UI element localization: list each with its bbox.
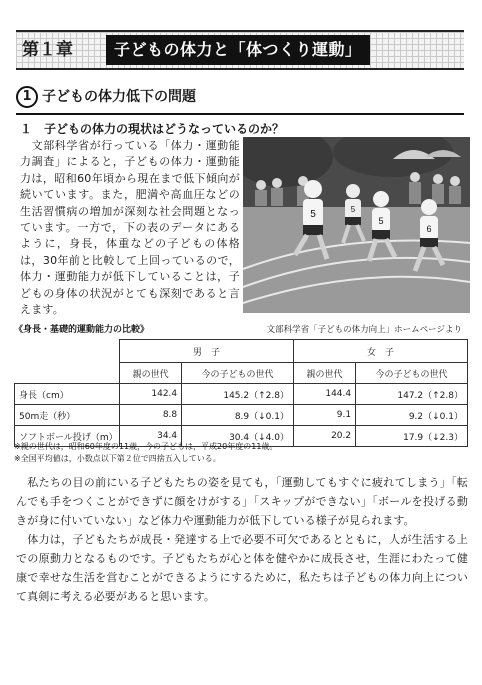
table-cell: 34.4 <box>120 426 182 447</box>
runner-bib-2: 5 <box>378 216 384 226</box>
header-girls-current: 今の子どもの世代 <box>356 363 468 384</box>
runner-bib-1: 5 <box>310 209 316 220</box>
table-cell: 30.4（↓4.0） <box>182 426 294 447</box>
chapter-title: 子どもの体力と「体つくり運動」 <box>106 35 370 65</box>
chapter-header <box>16 30 464 70</box>
table-cell: 20.2 <box>293 426 355 447</box>
section-number-badge: 1 <box>16 86 38 108</box>
table-cell: 142.4 <box>120 384 182 405</box>
table-corner <box>15 340 120 384</box>
header-girls: 女 子 <box>293 340 467 363</box>
table-caption: 《身長・基礎的運動能力の比較》 <box>14 325 150 335</box>
table-cell: 144.4 <box>293 384 355 405</box>
table-cell: 145.2（↑2.8） <box>182 384 294 405</box>
section-divider <box>16 113 464 115</box>
table-cell: 17.9（↓2.3） <box>356 426 468 447</box>
table-row <box>15 384 468 405</box>
table-note: ※全国平均値は，小数点以下第２位で四捨五入している。 <box>14 454 221 463</box>
section-title: 子どもの体力低下の問題 <box>42 89 196 105</box>
header-boys-current: 今の子どもの世代 <box>182 363 294 384</box>
table-cell: 147.2（↑2.8） <box>356 384 468 405</box>
table-source: 文部科学省「子どもの体力向上」ホームページより <box>266 325 462 335</box>
table-cell: 9.1 <box>293 405 355 426</box>
intro-paragraph: 文部科学省が行っている「体力・運動能力調査」によると，子どもの体力・運動能力は，昭和60年頃から現在まで低下傾向が続いています。また，肥満や高血圧などの生活習慣病の増加が深刻な社会問題となっています。一方で，下の表のデータにあるように，身長，体重などの子どもの体格は，30年前と比較して上回っているので，体力・運動能力が低下していることは，子どもの身体の状況がとても深刻であると言えます。 <box>20 139 240 317</box>
running-children-photo <box>243 137 470 313</box>
chapter-number: 第１章 <box>22 40 73 60</box>
body-paragraph-2: 体力は，子どもたちが成長・発達する上で必要不可欠であるとともに，人が生活する上での原動力となるものです。子どもたちが心と体を健やかに成長させ，生涯にわたって健康で幸せな生活を営むことができるようにするために，私たちは子どもの体力向上について真剣に考える必要があると思います。 <box>16 533 468 603</box>
row-label: 身長（cm） <box>15 384 120 405</box>
runner-bib-3: 6 <box>426 224 432 234</box>
row-label: 50m走（秒） <box>15 405 120 426</box>
comparison-table <box>14 339 468 447</box>
subsection-heading: １ 子どもの体力の現状はどうなっているのか？ <box>20 122 285 136</box>
header-girls-parent: 親の世代 <box>293 363 355 384</box>
table-notes <box>14 441 277 465</box>
table-cell: 9.2（↓0.1） <box>356 405 468 426</box>
table-note: ※親の世代は，昭和60年度の11歳，今の子どもは，平成20年度の11歳。 <box>14 442 278 451</box>
header-boys: 男 子 <box>120 340 294 363</box>
body-paragraph-1: 私たちの目の前にいる子どもたちの姿を見ても，「運動してもすぐに疲れてしまう」「転んでも手をつくことができずに顔をけがする」「スキップができない」「ボールを投げる動きが身に付いていない」など体力や運動能力が低下している様子が見られます。 <box>16 476 468 527</box>
table-row <box>15 405 468 426</box>
runner-bib-4: 5 <box>350 205 356 214</box>
row-label: ソフトボール投げ（m） <box>15 426 120 447</box>
table-cell: 8.8 <box>120 405 182 426</box>
header-boys-parent: 親の世代 <box>120 363 182 384</box>
table-cell: 8.9（↓0.1） <box>182 405 294 426</box>
